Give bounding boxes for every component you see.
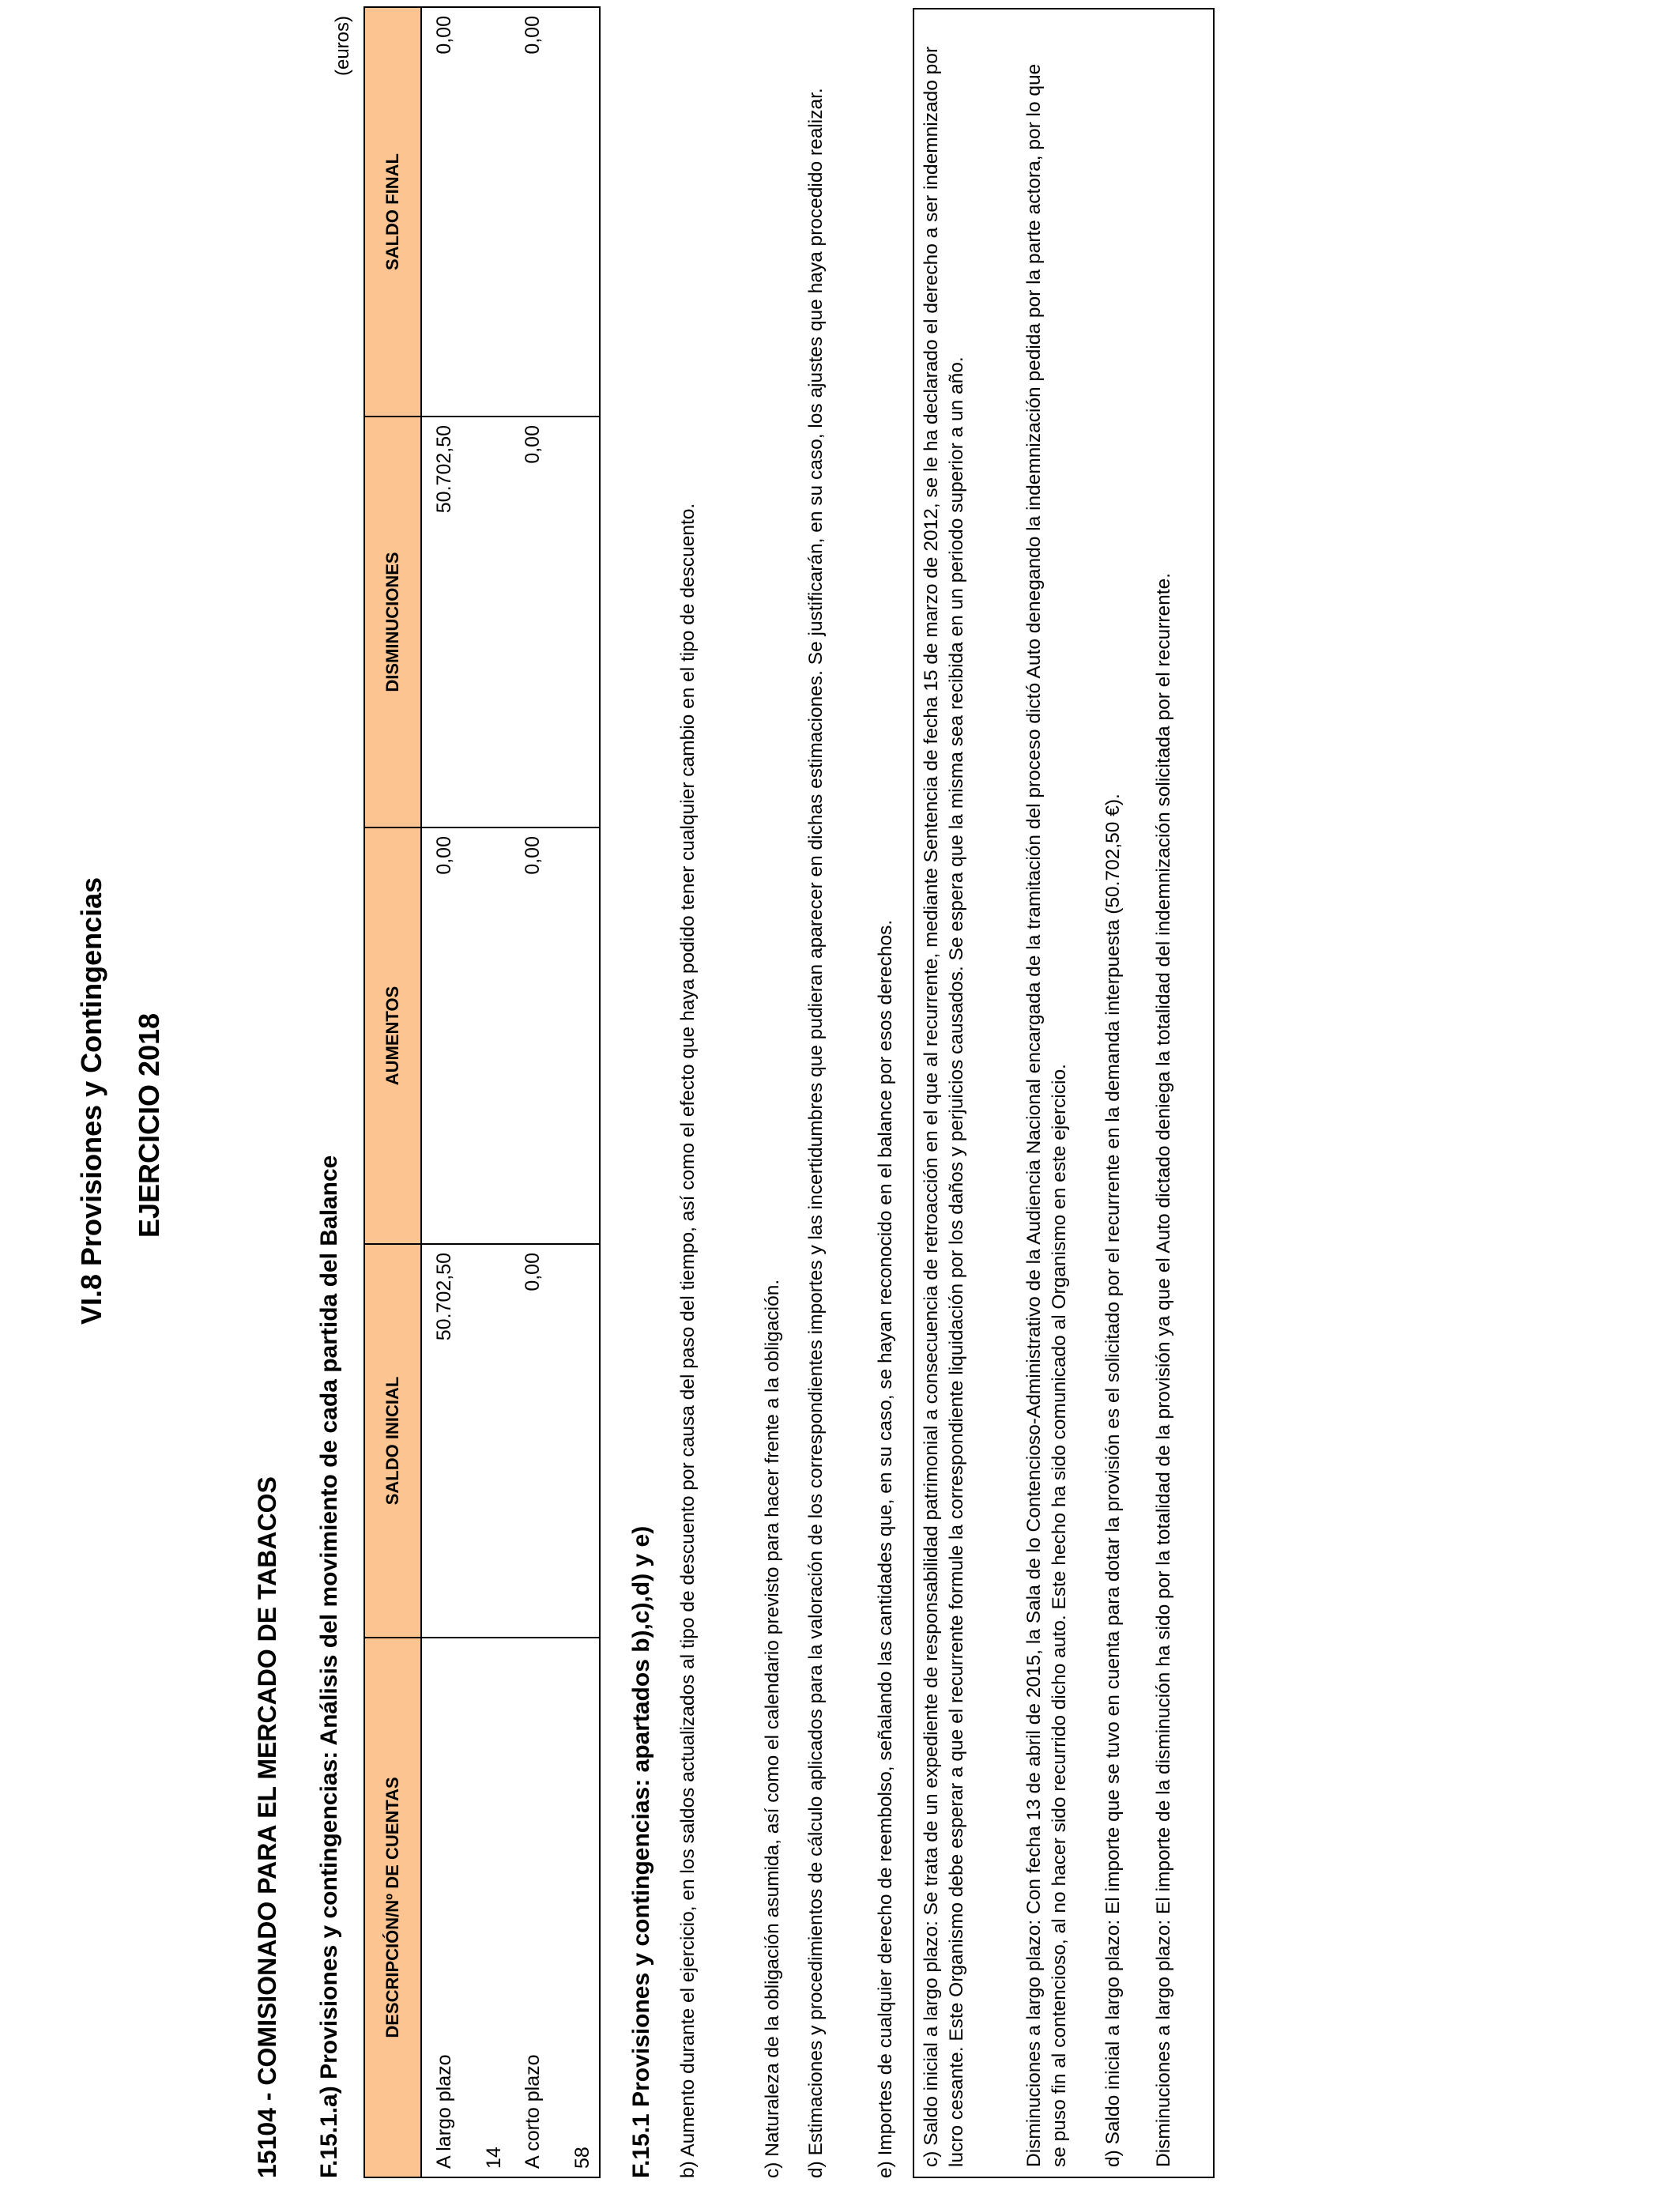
organism-heading: 15104 - COMISIONADO PARA EL MERCADO DE TABACOS <box>253 1476 281 2178</box>
saldo-final-cell: 0,00 <box>510 7 600 417</box>
column-header: DESCRIPCIÓN/Nº DE CUENTAS <box>364 1638 421 2177</box>
description-label: A largo plazo <box>433 2054 455 2169</box>
provisions-table <box>363 6 601 2178</box>
column-header: AUMENTOS <box>364 827 421 1244</box>
table-row <box>510 7 600 2177</box>
units-label: (euros) <box>332 15 353 76</box>
aumentos-cell: 0,00 <box>421 827 510 1244</box>
row-description <box>421 1638 510 2177</box>
column-header: SALDO INICIAL <box>364 1244 421 1638</box>
paragraph-e: e) Importes de cualquier derecho de reembolso, señalando las cantidades que, en su caso, se hayan reconocido en el balance por esos derechos. <box>875 919 896 2178</box>
account-number: 58 <box>571 2147 593 2169</box>
section-b-title: F.15.1 Provisiones y contingencias: apartados b),c),d) y e) <box>628 1525 654 2178</box>
table-header-row <box>364 7 421 2177</box>
saldo-inicial-cell: 0,00 <box>510 1244 600 1638</box>
paragraph-d: d) Estimaciones y procedimientos de cálculo aplicados para la valoración de los correspondientes importes y las incertidumbres que pudieran aparecer en dichas estimaciones. Se justificarán, en su caso, los ajustes que haya procedido realizar. <box>805 88 827 2178</box>
note-saldo-inicial-d: d) Saldo inicial a largo plazo: El importe que se tuvo en cuenta para dotar la provisión es el solicitado por el recurrente en la demanda interpuesta (50.702,50 €). <box>1102 794 1124 2167</box>
row-description <box>510 1638 600 2177</box>
note-disminuciones-c: Disminuciones a largo plazo: Con fecha 13 de abril de 2015, la Sala de lo Contencioso-Administrativo de la Audiencia Nacional encargada de la tramitación del proceso dictó Auto denegando la indemnización pedida por la parte actora, por lo que se puso fin al contencioso, al no hacer sido recurrido dicho auto. Este hecho ha sido comunicado al Organismo en este ejercicio. <box>1023 63 1070 2167</box>
note-saldo-inicial-c: c) Saldo inicial a largo plazo: Se trata de un expediente de responsabilidad patrimonial a consecuencia de retroacción en el que al recurrente, mediante Sentencia de fecha 15 de marzo de 2012, se le ha declarado el derecho a ser indemnizado por lucro cesante. Este Organismo debe esperar a que el recurrente formule la correspondiente liquidación por los daños y perjuicios causados. Se espera que la misma sea recibida en un periodo superior a un año. <box>921 46 967 2167</box>
saldo-final-cell: 0,00 <box>421 7 510 417</box>
account-number: 14 <box>483 2147 505 2169</box>
disminuciones-cell: 50.702,50 <box>421 417 510 827</box>
saldo-inicial-cell: 50.702,50 <box>421 1244 510 1638</box>
column-header: DISMINUCIONES <box>364 417 421 827</box>
column-header: SALDO FINAL <box>364 7 421 417</box>
section-a-title: F.15.1.a) Provisiones y contingencias: Análisis del movimiento de cada partida del Balance <box>316 1155 342 2178</box>
disminuciones-cell: 0,00 <box>510 417 600 827</box>
aumentos-cell: 0,00 <box>510 827 600 1244</box>
notes-box <box>913 8 1215 2178</box>
fiscal-year-title: EJERCICIO 2018 <box>133 1012 165 1238</box>
note-disminuciones-d: Disminuciones a largo plazo: El importe de la disminución ha sido por la totalidad de la provisión ya que el Auto dictado deniega la totalidad del indemnización solicitada por el recurrente. <box>1153 572 1174 2167</box>
paragraph-c: c) Naturaleza de la obligación asumida, así como el calendario previsto para hacer frente a la obligación. <box>762 1279 783 2178</box>
page-title: VI.8 Provisiones y Contingencias <box>75 876 107 1325</box>
paragraph-b: b) Aumento durante el ejercicio, en los saldos actualizados al tipo de descuento por causa del paso del tiempo, así como el efecto que haya podido tener cualquier cambio en el tipo de descuento. <box>677 503 699 2178</box>
table-row <box>421 7 510 2177</box>
description-label: A corto plazo <box>522 2054 544 2169</box>
